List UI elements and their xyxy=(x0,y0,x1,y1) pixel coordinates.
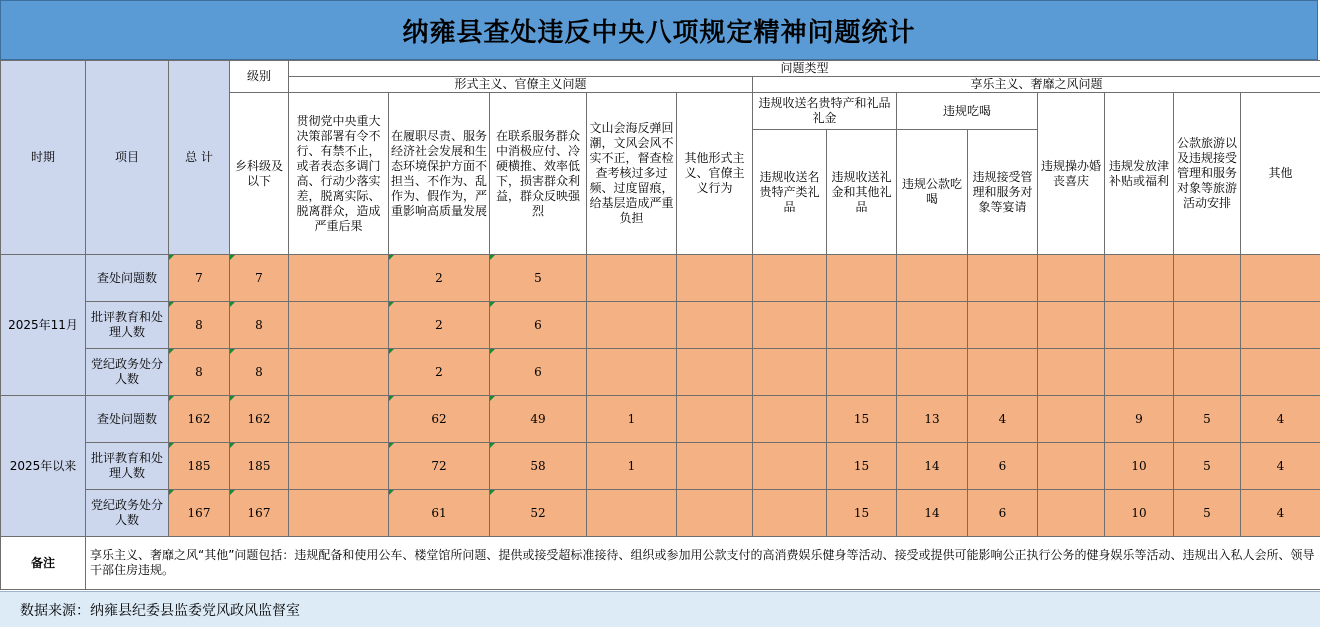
data-cell xyxy=(677,490,753,537)
data-cell xyxy=(1174,255,1241,302)
data-cell: 6 xyxy=(490,349,587,396)
data-cell: 10 xyxy=(1105,490,1174,537)
formalism-col-2: 在履职尽责、服务经济社会发展和生态环境保护方面不担当、不作为、乱作为、假作为，严重影响高质量发展 xyxy=(389,93,490,255)
data-cell xyxy=(587,255,677,302)
data-cell: 6 xyxy=(968,443,1038,490)
data-cell: 14 xyxy=(897,443,968,490)
row-item-label: 党纪政务处分人数 xyxy=(86,349,169,396)
gift-col-specialty: 违规收送名贵特产类礼品 xyxy=(753,130,827,255)
data-cell xyxy=(587,490,677,537)
formalism-col-3: 在联系服务群众中消极应付、冷硬横推、效率低下，损害群众利益，群众反映强烈 xyxy=(490,93,587,255)
data-cell: 4 xyxy=(1241,490,1320,537)
data-cell: 10 xyxy=(1105,443,1174,490)
dining-col-banquet: 违规接受管理和服务对象等宴请 xyxy=(968,130,1038,255)
data-cell xyxy=(1241,349,1320,396)
data-cell xyxy=(753,490,827,537)
data-cell xyxy=(677,349,753,396)
data-cell xyxy=(753,255,827,302)
data-cell xyxy=(1038,255,1105,302)
row-item-label: 批评教育和处理人数 xyxy=(86,443,169,490)
data-cell xyxy=(1174,302,1241,349)
data-cell: 5 xyxy=(1174,490,1241,537)
dining-col-public: 违规公款吃喝 xyxy=(897,130,968,255)
data-cell xyxy=(289,490,389,537)
data-cell xyxy=(677,302,753,349)
data-cell xyxy=(1241,255,1320,302)
table-row xyxy=(1,490,1320,537)
formalism-group-header: 形式主义、官僚主义问题 xyxy=(289,77,753,93)
data-cell: 2 xyxy=(389,255,490,302)
data-cell: 5 xyxy=(1174,396,1241,443)
data-cell xyxy=(753,349,827,396)
dining-group-header: 违规吃喝 xyxy=(897,93,1038,130)
period-label: 2025年以来 xyxy=(1,396,86,537)
level-header: 级别 xyxy=(230,61,289,93)
data-cell: 4 xyxy=(968,396,1038,443)
data-cell xyxy=(968,255,1038,302)
table-row xyxy=(1,302,1320,349)
table-row xyxy=(1,396,1320,443)
hedonism-col-allowance: 违规发放津补贴或福利 xyxy=(1105,93,1174,255)
data-cell xyxy=(897,302,968,349)
data-cell: 14 xyxy=(897,490,968,537)
data-cell: 9 xyxy=(1105,396,1174,443)
data-source-text: 数据来源：纳雍县纪委县监委党风政风监督室 xyxy=(20,602,300,619)
data-cell xyxy=(1241,302,1320,349)
data-cell xyxy=(753,443,827,490)
data-cell: 185 xyxy=(169,443,230,490)
data-cell: 162 xyxy=(169,396,230,443)
data-cell: 5 xyxy=(490,255,587,302)
data-cell: 7 xyxy=(169,255,230,302)
data-cell xyxy=(897,349,968,396)
data-cell xyxy=(753,302,827,349)
formalism-col-1: 贯彻党中央重大决策部署有令不行、有禁不止，或者表态多调门高、行动少落实差，脱离实际、脱离群众，造成严重后果 xyxy=(289,93,389,255)
data-cell: 8 xyxy=(169,302,230,349)
gift-col-cash: 违规收送礼金和其他礼品 xyxy=(827,130,897,255)
data-cell: 15 xyxy=(827,490,897,537)
data-cell xyxy=(827,255,897,302)
note-text: 享乐主义、奢靡之风“其他”问题包括：违规配备和使用公车、楼堂馆所问题、提供或接受超标准接待、组织或参加用公款支付的高消费娱乐健身等活动、接受或提供可能影响公正执行公务的健身娱乐等活动、违规出入私人会所、领导干部住房违规。 xyxy=(86,537,1320,590)
data-cell: 1 xyxy=(587,396,677,443)
data-cell xyxy=(1038,396,1105,443)
hedonism-col-wedding: 违规操办婚丧喜庆 xyxy=(1038,93,1105,255)
hedonism-group-header: 享乐主义、奢靡之风问题 xyxy=(753,77,1320,93)
hedonism-col-travel: 公款旅游以及违规接受管理和服务对象等旅游活动安排 xyxy=(1174,93,1241,255)
data-cell: 61 xyxy=(389,490,490,537)
data-cell xyxy=(897,255,968,302)
data-cell: 6 xyxy=(968,490,1038,537)
data-cell: 167 xyxy=(230,490,289,537)
formalism-col-5: 其他形式主义、官僚主义行为 xyxy=(677,93,753,255)
statistics-table xyxy=(0,60,1320,590)
data-source xyxy=(0,591,1320,627)
row-item-label: 查处问题数 xyxy=(86,255,169,302)
data-cell: 2 xyxy=(389,349,490,396)
row-item-label: 查处问题数 xyxy=(86,396,169,443)
data-cell xyxy=(827,302,897,349)
data-cell: 1 xyxy=(587,443,677,490)
problem-type-header: 问题类型 xyxy=(289,61,1320,77)
data-cell: 13 xyxy=(897,396,968,443)
hedonism-col-other: 其他 xyxy=(1241,93,1320,255)
data-cell: 58 xyxy=(490,443,587,490)
data-cell xyxy=(289,443,389,490)
formalism-col-4: 文山会海反弹回潮，文风会风不实不正，督查检查考核过多过频、过度留痕，给基层造成严重负担 xyxy=(587,93,677,255)
data-cell xyxy=(827,349,897,396)
data-cell: 8 xyxy=(230,302,289,349)
table-row xyxy=(1,443,1320,490)
data-cell xyxy=(1038,302,1105,349)
total-header: 总 计 xyxy=(169,61,230,255)
data-cell xyxy=(677,443,753,490)
data-cell xyxy=(587,349,677,396)
data-cell xyxy=(968,302,1038,349)
data-cell: 5 xyxy=(1174,443,1241,490)
row-item-label: 批评教育和处理人数 xyxy=(86,302,169,349)
data-cell xyxy=(677,255,753,302)
gift-group-header: 违规收送名贵特产和礼品礼金 xyxy=(753,93,897,130)
data-cell xyxy=(289,302,389,349)
data-cell xyxy=(289,349,389,396)
page-title: 纳雍县查处违反中央八项规定精神问题统计 xyxy=(402,17,916,48)
period-label: 2025年11月 xyxy=(1,255,86,396)
data-cell: 8 xyxy=(169,349,230,396)
data-cell xyxy=(753,396,827,443)
data-cell xyxy=(1105,255,1174,302)
data-cell xyxy=(289,255,389,302)
data-cell: 4 xyxy=(1241,443,1320,490)
data-cell: 72 xyxy=(389,443,490,490)
data-cell xyxy=(968,349,1038,396)
data-cell: 167 xyxy=(169,490,230,537)
data-cell: 162 xyxy=(230,396,289,443)
data-cell xyxy=(1105,302,1174,349)
level-subheader: 乡科级及以下 xyxy=(230,93,289,255)
data-cell xyxy=(587,302,677,349)
data-cell: 15 xyxy=(827,396,897,443)
data-cell: 7 xyxy=(230,255,289,302)
data-cell xyxy=(1038,349,1105,396)
data-cell: 62 xyxy=(389,396,490,443)
data-cell: 52 xyxy=(490,490,587,537)
table-row xyxy=(1,349,1320,396)
period-header: 时期 xyxy=(1,61,86,255)
note-row xyxy=(1,537,1320,590)
note-label: 备注 xyxy=(1,537,86,590)
title-bar xyxy=(0,0,1318,60)
data-cell: 8 xyxy=(230,349,289,396)
row-item-label: 党纪政务处分人数 xyxy=(86,490,169,537)
data-cell xyxy=(1038,490,1105,537)
data-cell xyxy=(1174,349,1241,396)
data-cell: 15 xyxy=(827,443,897,490)
item-header: 项目 xyxy=(86,61,169,255)
data-cell: 185 xyxy=(230,443,289,490)
data-cell: 6 xyxy=(490,302,587,349)
data-cell: 49 xyxy=(490,396,587,443)
data-cell xyxy=(289,396,389,443)
data-cell: 4 xyxy=(1241,396,1320,443)
data-cell xyxy=(1038,443,1105,490)
data-cell xyxy=(677,396,753,443)
data-cell xyxy=(1105,349,1174,396)
data-cell: 2 xyxy=(389,302,490,349)
table-row xyxy=(1,255,1320,302)
